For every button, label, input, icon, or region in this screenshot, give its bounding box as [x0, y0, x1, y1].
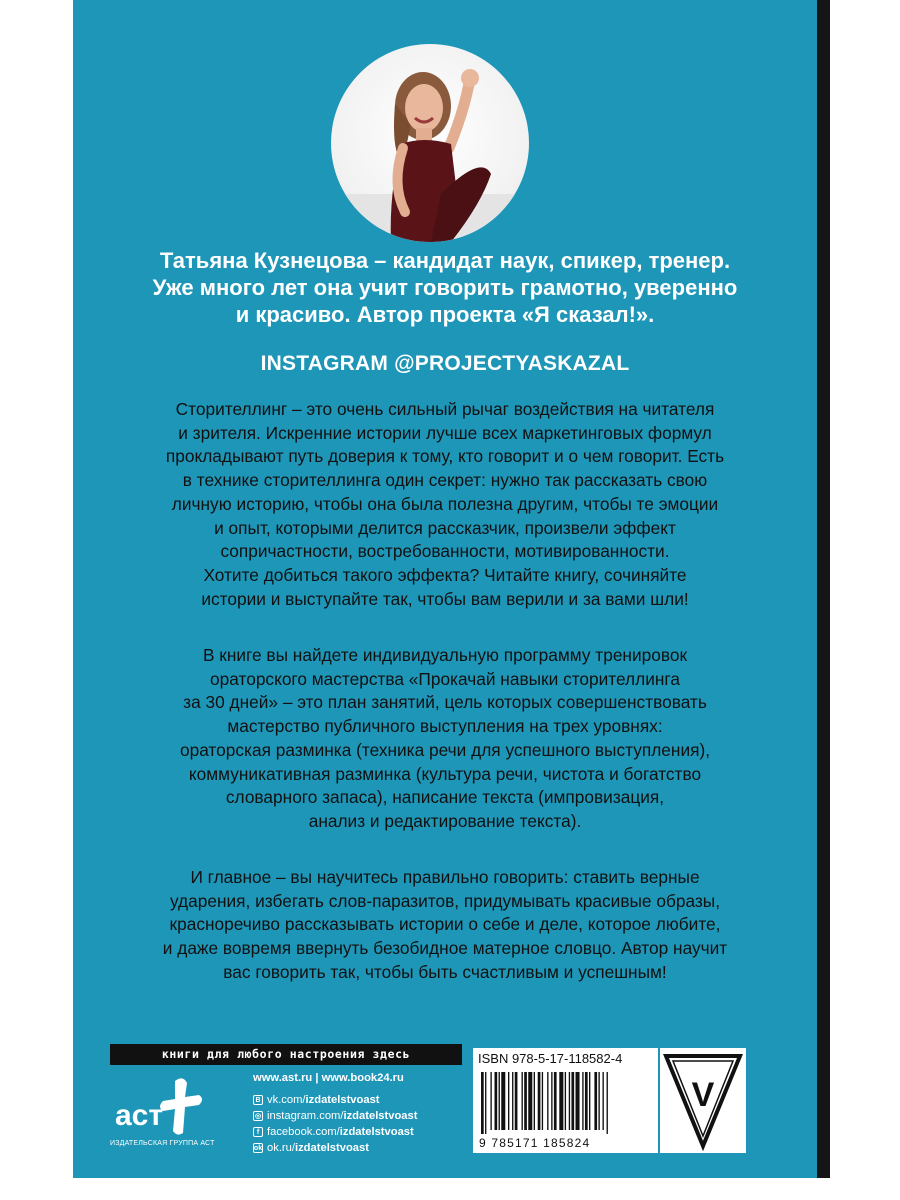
bio-line: и красиво. Автор проекта «Я сказал!». — [235, 302, 655, 327]
social-link-instagram[interactable] — [253, 1108, 463, 1124]
text-line: ораторская разминка (техника речи для успешного выступления), — [179, 739, 711, 760]
social-prefix: facebook.com/ — [267, 1126, 340, 1138]
publisher-caption: ИЗДАТЕЛЬСКАЯ ГРУППА АСТ — [110, 1140, 215, 1147]
slogan-banner: книги для любого настроения здесь — [110, 1044, 462, 1065]
spine-edge — [817, 0, 830, 1178]
social-handle: izdatelstvoast — [305, 1094, 380, 1106]
bio-line: Уже много лет она учит говорить грамотно, уверенно — [152, 275, 738, 300]
isbn-barcode — [473, 1048, 658, 1153]
text-line: прокладывают путь доверия к тому, кто говорит и о чем говорит. Есть — [165, 446, 725, 467]
social-link-facebook[interactable] — [253, 1124, 463, 1140]
text-line: и опыт, которыми делится рассказчик, произвели эффект — [214, 517, 676, 538]
instagram-handle: INSTAGRAM @PROJECTYASKAZAL — [260, 352, 630, 375]
barcode-bars — [479, 1072, 652, 1134]
description-paragraph-3 — [73, 866, 817, 985]
social-link-vk[interactable] — [253, 1092, 463, 1108]
social-prefix: instagram.com/ — [267, 1110, 344, 1122]
isbn-number: ISBN 978-5-17-118582-4 — [478, 1051, 623, 1066]
author-photo — [331, 44, 529, 242]
facebook-icon: f — [253, 1127, 263, 1137]
text-line: красноречиво рассказывать истории о себе и деле, которое любите, — [169, 914, 721, 935]
text-line: ударения, избегать слов-паразитов, придумывать красивые образы, — [169, 890, 721, 911]
social-handle: izdatelstvoast — [343, 1110, 418, 1122]
text-line: коммуникативная разминка (культура речи, чистота и богатство — [188, 763, 702, 784]
text-line: и даже вовремя ввернуть безобидное матерное словцо. Автор научит — [162, 938, 728, 959]
social-handle: izdatelstvoast — [294, 1142, 369, 1154]
text-line: вас говорить так, чтобы быть счастливым и успешным! — [223, 961, 667, 982]
social-link-odnoklassniki[interactable] — [253, 1140, 463, 1156]
text-line: в технике сторителлинга один секрет: нужно так рассказать свою — [182, 470, 708, 491]
text-line: анализ и редактирование текста). — [308, 810, 582, 831]
logo-text: аст — [115, 1099, 164, 1132]
odnoklassniki-icon: ok — [253, 1144, 263, 1152]
text-line: и зрителя. Искренние истории лучше всех маркетинговых формул — [178, 422, 712, 443]
back-cover — [73, 0, 817, 1178]
text-line: истории и выступайте так, чтобы вам верили и за вами шли! — [201, 588, 689, 609]
text-line: ораторского мастерства «Прокачай навыки сторителлинга — [210, 668, 680, 689]
text-line: Сторителлинг – это очень сильный рычаг воздействия на читателя — [175, 399, 715, 419]
bio-line: Татьяна Кузнецова – кандидат наук, спикер, тренер. — [159, 248, 731, 273]
instagram-icon: ◎ — [254, 1113, 262, 1120]
text-line: Хотите добиться такого эффекта? Читайте книгу, сочиняйте — [203, 564, 687, 585]
imprint-v-badge — [660, 1048, 746, 1153]
text-line: И главное – вы научитесь правильно говорить: ставить верные — [190, 867, 700, 887]
text-line: В книге вы найдете индивидуальную программу тренировок — [202, 645, 688, 665]
text-line: личную историю, чтобы она была полезна другим, чтобы те эмоции — [171, 493, 719, 514]
description-paragraph-1 — [73, 398, 817, 611]
social-prefix: ok.ru/ — [267, 1142, 295, 1154]
ast-logo — [113, 1075, 223, 1165]
social-prefix: vk.com/ — [267, 1094, 306, 1106]
vk-icon: В — [253, 1095, 263, 1105]
publisher-sites[interactable]: www.ast.ru | www.book24.ru — [253, 1072, 404, 1084]
barcode-digits: 9 785171 185824 — [479, 1136, 591, 1150]
text-line: мастерство публичного выступления на трех уровнях: — [227, 716, 663, 737]
text-line: за 30 дней» – это план занятий, цель которых совершенствовать — [183, 692, 707, 713]
text-line: словарного запаса), написание текста (импровизация, — [225, 787, 665, 808]
imprint-mark: V — [691, 1076, 715, 1114]
description-paragraph-2 — [73, 644, 817, 834]
publisher-links — [253, 1072, 463, 1156]
social-handle: izdatelstvoast — [339, 1126, 414, 1138]
author-bio — [73, 247, 817, 328]
text-line: сопричастности, востребованности, мотивированности. — [220, 541, 670, 562]
